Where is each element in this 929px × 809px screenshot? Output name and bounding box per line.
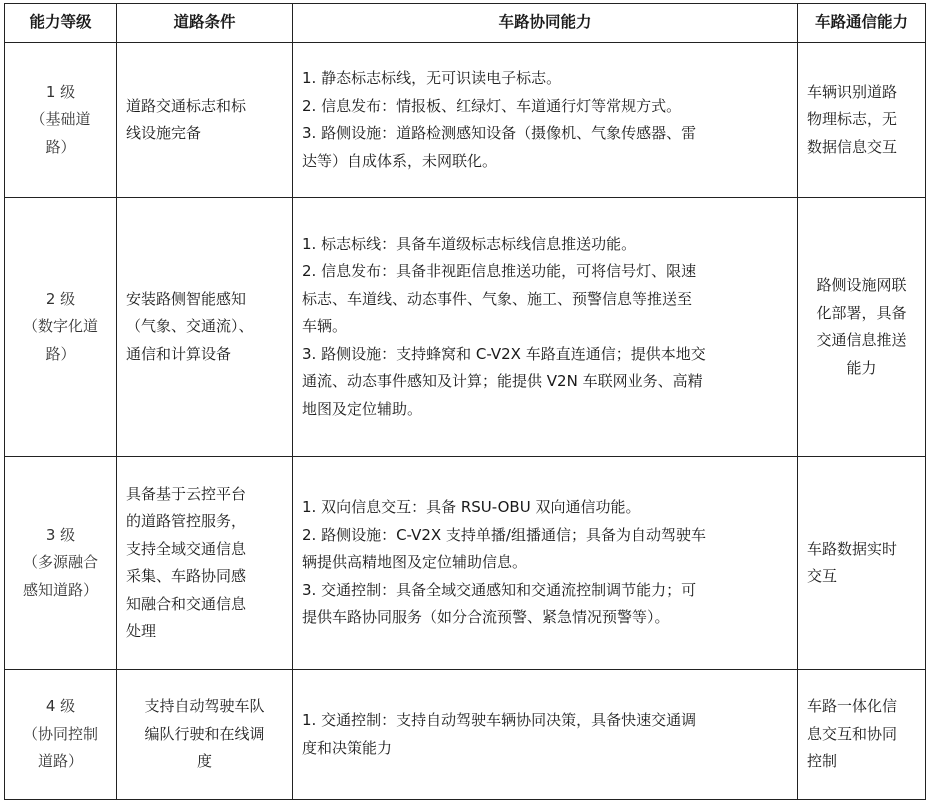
road-text: 的道路管控服务， (126, 512, 247, 530)
level-cell (5, 198, 117, 457)
comm-text: 交通信息推送 (816, 331, 907, 349)
document-page (4, 3, 926, 800)
ability-text: 1. 标志标线：具备车道级标志标线信息推送功能。 (302, 234, 637, 253)
ability-text: 度和决策能力 (302, 738, 393, 757)
level-cell (5, 670, 117, 800)
comm-text: 物理标志，无 (807, 110, 898, 129)
road-text: 支持自动驾驶车队 (144, 697, 265, 716)
table-row (5, 457, 926, 670)
coop-ability-cell (293, 457, 798, 670)
comm-text: 车路数据实时 (807, 539, 898, 558)
ability-text: 达等）自成体系，未网联化。 (302, 151, 498, 170)
level-cell (5, 43, 117, 198)
ability-text: 3. 路侧设施：道路检测感知设备（摄像机、气象传感器、雷 (302, 124, 697, 142)
level-name: 道路） (37, 752, 83, 771)
table-row (5, 198, 926, 457)
road-text: 线设施完备 (126, 124, 202, 142)
level-number: 1 级 (45, 82, 76, 101)
comm-ability-cell (798, 670, 926, 800)
level-name: 感知道路） (22, 580, 98, 599)
comm-ability-cell (798, 457, 926, 670)
road-condition-cell (117, 43, 293, 198)
comm-ability-cell (798, 43, 926, 198)
road-text: 采集、车路协同感 (126, 567, 247, 585)
ability-text: 2. 信息发布：具备非视距信息推送功能，可将信号灯、限速 (302, 262, 697, 281)
coop-ability-cell (293, 43, 798, 198)
level-number: 2 级 (45, 289, 76, 308)
comm-text: 车路一体化信 (807, 697, 898, 716)
ability-text: 标志、车道线、动态事件、气象、施工、预警信息等推送至 (302, 289, 693, 308)
comm-text: 数据信息交互 (807, 137, 898, 156)
comm-text: 车辆识别道路 (807, 82, 898, 101)
ability-text: 提供车路协同服务（如分合流预警、紧急情况预警等）。 (302, 608, 670, 627)
table-header-row (5, 4, 926, 43)
level-name: （多源融合 (22, 553, 98, 572)
level-number: 3 级 (45, 525, 76, 544)
ability-text: 通流、动态事件感知及计算；能提供 V2N 车联网业务、高精 (302, 372, 703, 391)
road-condition-cell (117, 457, 293, 670)
header-ability: 车路协同能力 (293, 4, 798, 43)
level-number: 4 级 (45, 697, 76, 716)
table-row (5, 43, 926, 198)
level-cell (5, 457, 117, 670)
table-row (5, 670, 926, 800)
ability-text: 2. 路侧设施：C-V2X 支持单播/组播通信；具备为自动驾驶车 (302, 525, 706, 544)
comm-text: 化部署，具备 (816, 303, 907, 322)
road-condition-cell (117, 198, 293, 457)
ability-text: 1. 交通控制：支持自动驾驶车辆协同决策，具备快速交通调 (302, 711, 697, 729)
comm-text: 交互 (807, 567, 838, 585)
header-road: 道路条件 (117, 4, 293, 43)
road-text: 知融合和交通信息 (126, 594, 247, 613)
header-level: 能力等级 (5, 4, 117, 43)
ability-text: 3. 路侧设施：支持蜂窝和 C-V2X 车路直连通信；提供本地交 (302, 344, 706, 363)
road-text: 通信和计算设备 (126, 344, 232, 363)
road-text: 度 (196, 752, 212, 771)
coop-ability-cell (293, 198, 798, 457)
comm-text: 能力 (846, 358, 877, 377)
ability-text: 地图及定位辅助。 (302, 399, 423, 418)
level-name: 路） (45, 137, 76, 156)
road-text: （气象、交通流）、 (126, 317, 254, 336)
road-text: 道路交通标志和标 (126, 96, 247, 115)
ability-text: 1. 双向信息交互：具备 RSU-OBU 双向通信功能。 (302, 498, 641, 517)
comm-text: 路侧设施网联 (816, 276, 907, 294)
road-capability-table (4, 3, 926, 800)
level-name: （协同控制 (22, 724, 98, 743)
road-text: 安装路侧智能感知 (126, 289, 247, 308)
ability-text: 辆提供高精地图及定位辅助信息。 (302, 553, 528, 572)
comm-text: 控制 (807, 752, 838, 771)
ability-text: 车辆。 (302, 317, 348, 336)
level-name: （数字化道 (22, 317, 98, 336)
level-name: （基础道 (30, 110, 91, 129)
comm-ability-cell (798, 198, 926, 457)
road-text: 具备基于云控平台 (126, 484, 247, 503)
comm-text: 息交互和协同 (807, 724, 898, 743)
road-text: 编队行驶和在线调 (144, 724, 265, 743)
road-text: 支持全域交通信息 (126, 539, 247, 558)
ability-text: 1. 静态标志标线，无可识读电子标志。 (302, 69, 562, 87)
coop-ability-cell (293, 670, 798, 800)
level-name: 路） (45, 344, 76, 363)
ability-text: 3. 交通控制：具备全域交通感知和交通流控制调节能力；可 (302, 580, 697, 599)
ability-text: 2. 信息发布：情报板、红绿灯、车道通行灯等常规方式。 (302, 96, 682, 115)
road-text: 处理 (126, 622, 157, 640)
road-condition-cell (117, 670, 293, 800)
header-comm: 车路通信能力 (798, 4, 926, 43)
